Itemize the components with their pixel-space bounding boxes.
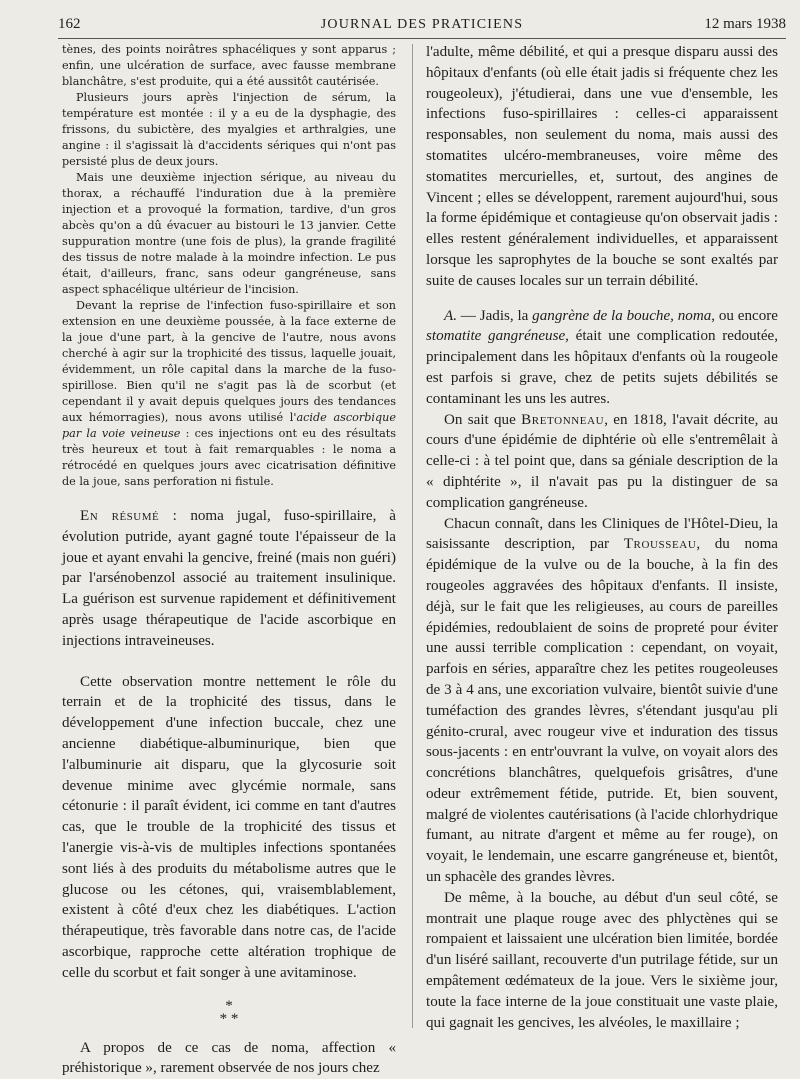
journal-title: JOURNAL DES PRATICIENS [320,17,524,32]
paragraph: Cette observation montre nettement le rôle du terrain et de la trophicité des tissus, dans le développement d'une infection buccale, chez une ancienne diabétique-albuminurique, bien que l'albuminurie ait disparu, que la glycosurie soit devenue minime avec glycémie normale, sans cétonurie : il paraît évident, ici comme en tant d'autres cas, que le trouble de la trophicité des tissus et l'anergie vis-à-vis de multiples infections spontanées sont liés à des produits du métabolisme autres que le glucose ou les cétones, qui, vraisemblablement, existent à côté d'eux chez les diabétiques. L'action thérapeutique, très favorable dans notre cas, de l'acide ascorbique, rapproche cette altération trophique de celle du scorbut et fait songer à une avitaminose. [62,673,396,981]
left-column [62,42,396,1079]
text-run: On sait que [444,411,522,428]
issue-date: 12 mars 1938 [704,16,786,32]
paragraph [426,306,778,410]
paragraph: l'adulte, même débilité, et qui a presque disparu aussi des hôpitaux d'enfants (où elle était jadis si fréquente chez les rougeoleux), j'étudierai, dans une vue d'ensemble, les infections fuso-spirillaires : celles-ci apparaissent responsables, non seulement du noma, mais aussi des stomatites ulcéro-membraneuses, voire même des stomatites mercurielles, et, surtout, des angines de Vincent ; elles se développent, rarement aujourd'hui, sous la forme épidémique et contagieuse qu'on observait jadis : elles restent généralement individuelles, et apparaissent lorsque les saprophytes de la bouche se sont exaltés par suite de causes locales sur un terrain débilité. [426,44,778,289]
section-label: A. [444,307,457,324]
text-run: Devant la reprise de l'infection fuso-spirillaire et son extension en une deuxième poussée, à la face externe de la joue d'une part, à la gencive de l'autre, nous avons cherché à agir sur la trophicité des tissus, laquelle jouait, évidemment, un rôle capital dans la marche de la fuso-spirillose. Bien qu'il ne s'agit pas là de scorbut (et cependant il y avait depuis quelques jours des tendances aux hémorragies), nous avons utilisé l' [62,299,396,424]
right-column [426,42,778,1033]
summary-label: En résumé : [80,508,178,524]
author-name: Bretonneau [521,411,605,428]
page-number: 162 [58,16,81,32]
paragraph [426,410,778,514]
paragraph [62,298,396,490]
emphasis-text: acide ascorbique par la voie veineuse [62,411,396,440]
text-run: noma jugal, fuso-spirillaire, à évolution putride, ayant gagné toute l'épaisseur de la joue et ayant envahi la gencive, freiné (mais non guéri) par l'arsénobenzol associé au traitement insulinique. La guérison est survenue rapidement et définitivement après usage thérapeutique de l'acide ascorbique en injections intraveineuses. [62,508,396,649]
text-run: , du noma épidémique de la vulve ou de la bouche, à la fin des rougeoles aggravées des hôpitaux d'enfants. Il insiste, déjà, sur le fait que les religieuses, au cours de pareilles épidémies, redoublaient de soins de propreté pour éviter une aussi terrible complication : cependant, on voyait, parfois en séries, apparaître chez les petites rougeoleuses de 3 à 4 ans, une excoriation vulvaire, bientôt suivie d'une tuméfaction des grandes lèvres, s'étendant jusqu'au pli génito-crural, avec rougeur vive et induration des tissus sous-jacents : en entr'ouvrant la vulve, on voyait alors des concrétions blanchâtres, quelquefois grisâtres, d'une odeur extrêmement fétide, putride. Et, bien souvent, malgré de violentes cautérisations (à l'acide chlorhydrique fumant, au nitrate d'argent et même au fer rouge), on voyait, le lendemain, une escarre gangréneuse et, bientôt, un sphacèle des grandes lèvres. [426,536,779,886]
text-run: , en 1818, l'avait décrite, au cours d'une épidémie de diphtérie où elle s'entremêlait à celle-ci : à tel point que, dans sa géniale description de la « diphtérite », il n'avait pas pu la distinguer de sa complication gangréneuse. [426,411,779,511]
paragraph: A propos de ce cas de noma, affection « préhistorique », rarement observée de nos jours chez [62,1039,396,1077]
emphasis-text: stomatite gangréneuse [426,328,566,345]
paragraph: Mais une deuxième injection sérique, au niveau du thorax, a réchauffé l'induration due à la première injection et a provoqué la formation, tardive, d'un gros abcès qu'on a dû évacuer au bistouri le 13 janvier. Cette suppuration montre (une fois de plus), la grande fragilité des tissus de notre malade à la moindre infection. Le pus était, d'ailleurs, franc, sans odeur gangréneuse, sans aspect sphacélique ultérieur de l'incision. [62,171,396,296]
author-name: Trousseau [623,536,697,553]
text-run: , ou encore [711,307,778,324]
case-report-section [62,42,396,490]
text-run: Chacun connaît, dans les Cliniques de l'Hôtel-Dieu, la saisissante description, par [426,515,778,553]
paragraph: De même, à la bouche, au début d'un seul côté, se montrait une plaque rouge avec des phlyctènes qui se rompaient et laissaient une ulcération bien limitée, bordée d'un liséré saillant, recouverte d'un putrilage fétide, sur un empâtement œdémateux de la joue. Vers le sixième jour, toute la face interne de la joue constituait une vaste plaie, qui gagnait les gencives, les alvéoles, le maxillaire ; [426,889,778,1031]
asterisk-top: * [225,997,233,1014]
text-run: — Jadis, la [457,307,533,324]
paragraph: Plusieurs jours après l'injection de sérum, la température est montée : il y a eu de la dysphagie, des frissons, du subictère, des myalgies et arthralgies, une angine : il s'agissait là d'accidents sériques qui n'ont pas persisté plus de deux jours. [62,91,396,168]
asterisk-bottom: * * [219,1010,239,1027]
summary-paragraph [62,506,396,652]
text-run: : ces injections ont eu des résultats très heureux et tout à fait remarquables : le noma a rétrocédé en quelques jours avec cicatrisation définitive de la joue, sans perforation ni fistule. [62,427,396,488]
emphasis-text: gangrène de la bouche, noma [532,307,712,324]
section-separator [62,997,396,1027]
text-run: , était une complication redoutée, principalement dans les hôpitaux d'enfants où la rougeole est parfois si grave, chez de petits sujets débilités se contaminant les uns les autres. [426,328,779,407]
paragraph [426,514,778,888]
column-divider [412,44,413,1028]
page-header [58,14,786,39]
paragraph: tènes, des points noirâtres sphacéliques y sont apparus ; enfin, une ulcération de surface, avec fausse membrane blanchâtre, s'est produite, qui a été aussitôt cautérisée. [62,43,396,88]
